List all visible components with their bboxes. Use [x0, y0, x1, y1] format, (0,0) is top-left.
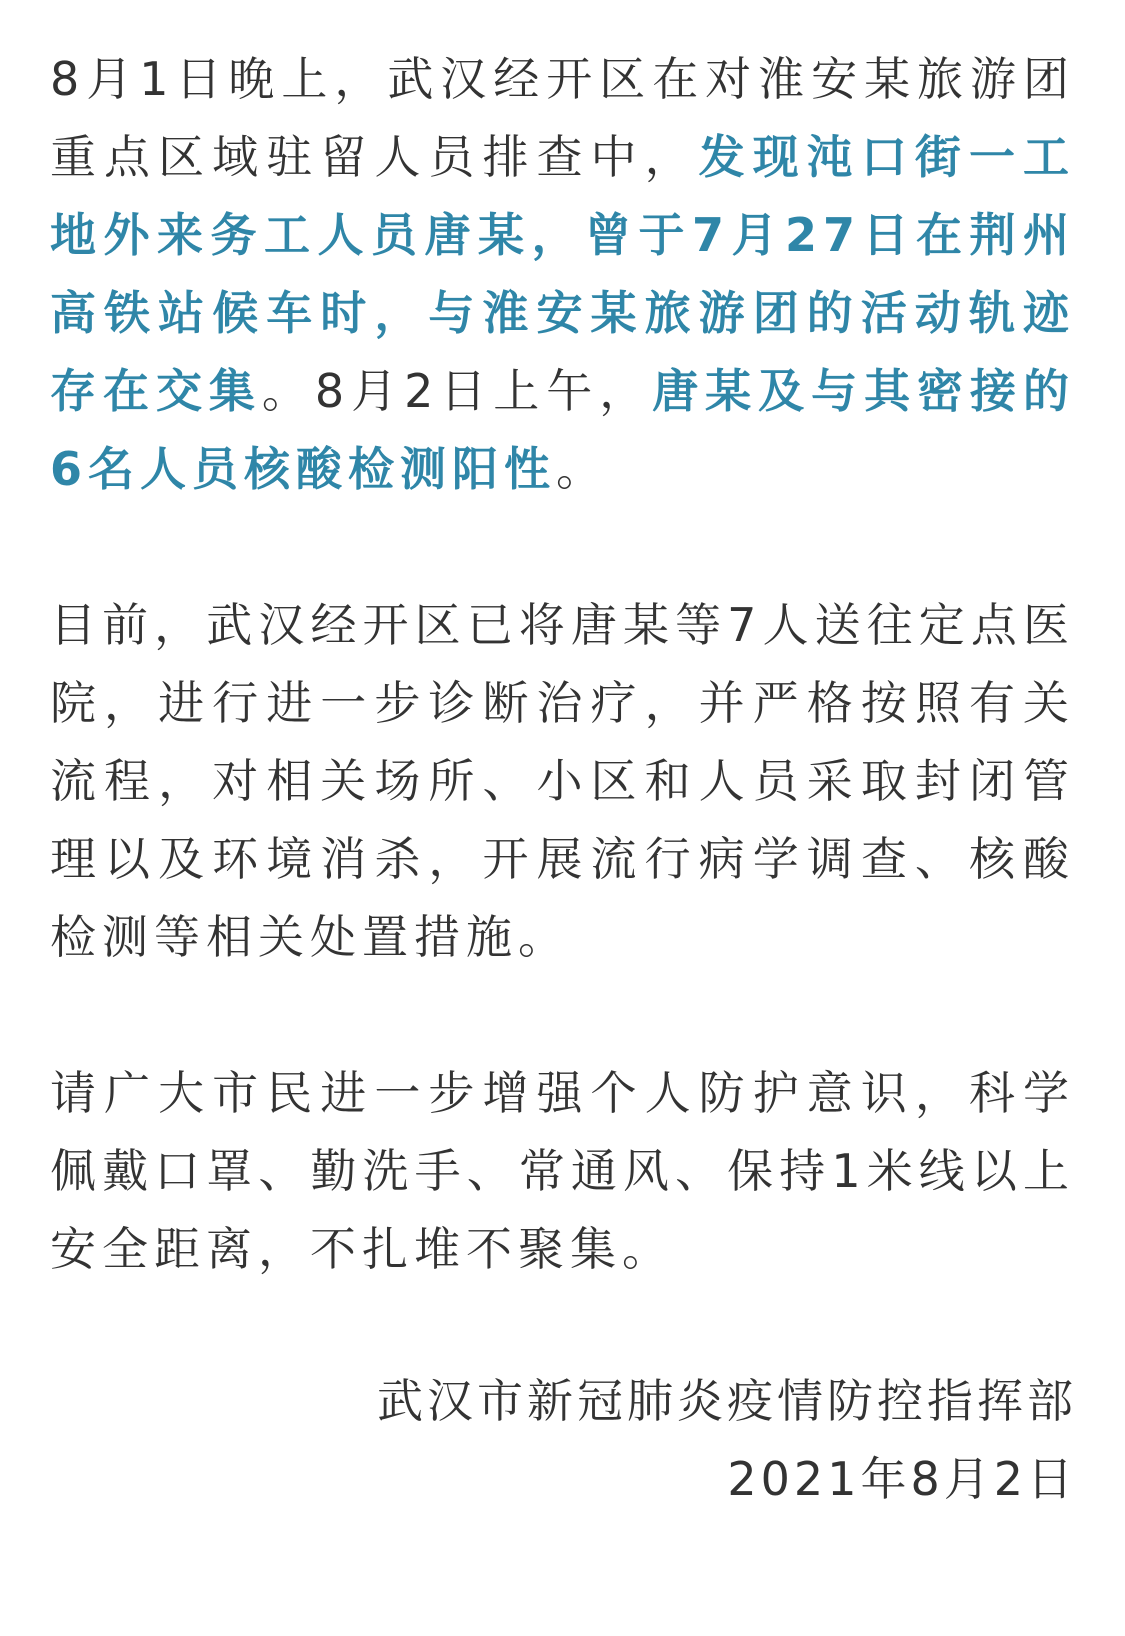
paragraph-text: 8月1日晚上，武汉经开区在对淮安某旅游团重点区域驻留人员排查中，	[50, 52, 1075, 184]
paragraph-advice	[50, 1054, 1075, 1288]
paragraph-text: 目前，武汉经开区已将唐某等7人送往定点医院，进行进一步诊断治疗，并严格按照有关流程，对相关场所、小区和人员采取封闭管理以及环境消杀，开展流行病学调查、核酸检测等相关处置措施。	[50, 598, 1075, 964]
paragraph-incident	[50, 40, 1075, 508]
paragraph-text: 请广大市民进一步增强个人防护意识，科学佩戴口罩、勤洗手、常通风、保持1米线以上安全距离，不扎堆不聚集。	[50, 1066, 1075, 1276]
paragraph-text: 。8月2日上午，	[261, 364, 653, 418]
highlight-text: 唐某及与其密接的6名人员核酸检测阳性	[50, 364, 1076, 496]
signature-organization: 武汉市新冠肺炎疫情防控指挥部	[377, 1374, 1077, 1428]
article-body	[50, 40, 1075, 1366]
paragraph-text: 。	[556, 442, 609, 496]
highlight-text: 发现沌口街一工地外来务工人员唐某，曾于7月27日在荆州高铁站候车时，与淮安某旅游团的活动轨迹存在交集	[50, 130, 1076, 418]
paragraph-measures	[50, 586, 1075, 976]
signature-date: 2021年8月2日	[727, 1452, 1077, 1506]
